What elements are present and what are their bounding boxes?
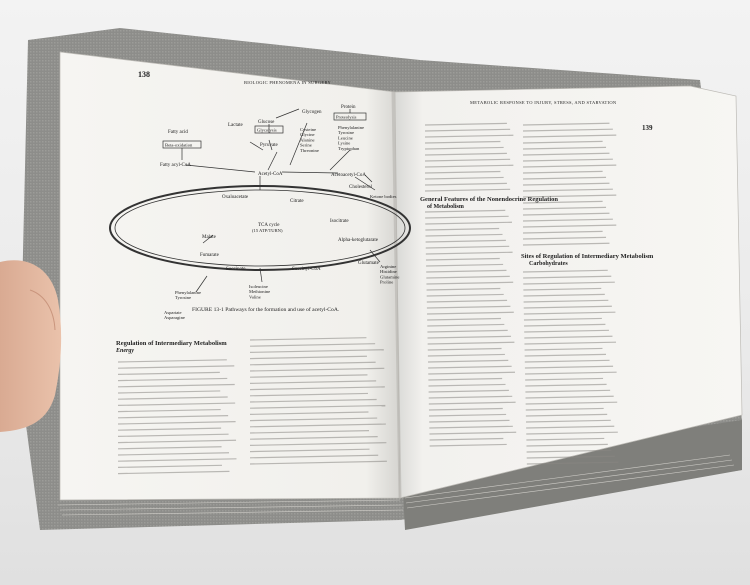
label-phe-tyr-1: Tyrosine bbox=[175, 295, 192, 301]
label-tca-cycle: TCA cycle bbox=[258, 223, 280, 228]
sites-subheading: Carbohydrates bbox=[529, 261, 568, 267]
label-ile-group-0: Isoleucine bbox=[249, 284, 268, 289]
general-features-heading: General Features of the Nonendocrine Regulation bbox=[420, 196, 558, 203]
label-aa-group1-4: Threonine bbox=[300, 147, 319, 153]
label-glu-group-1: Histidine bbox=[380, 269, 397, 275]
label-aa-group1-0: Cysteine bbox=[300, 127, 317, 132]
label-fatty-acid: Fatty acid bbox=[168, 130, 188, 135]
label-malate: Malate bbox=[202, 235, 216, 240]
label-pyruvate: Pyruvate bbox=[260, 143, 278, 148]
label-oxaloacetate: Oxaloacetate bbox=[222, 195, 249, 200]
label-aa-group1-3: Serine bbox=[300, 142, 312, 148]
label-glu-group-3: Proline bbox=[380, 279, 394, 285]
label-cholesterol: Cholesterol bbox=[349, 185, 373, 190]
label-aa-group1-2: Alanine bbox=[300, 137, 315, 143]
label-succinyl-coa: Succinyl-CoA bbox=[292, 267, 321, 272]
label-succinate: Succinate bbox=[226, 267, 246, 272]
label-tca-sub: (15 ATP/TURN) bbox=[252, 228, 283, 233]
label-fumarate: Fumarate bbox=[200, 253, 219, 258]
label-aa-group2-3: Lysine bbox=[338, 140, 351, 146]
label-aa-group2-1: Tyrosine bbox=[338, 130, 355, 136]
label-proteolysis: Proteolysis bbox=[336, 114, 357, 120]
label-aa-group2-0: Phenylalanine bbox=[338, 125, 365, 130]
label-protein: Protein bbox=[341, 105, 356, 110]
label-aa-group2-4: Tryptophan bbox=[338, 145, 360, 151]
label-ile-group-2: Valine bbox=[249, 294, 261, 300]
label-glu-group-2: Glutamine bbox=[380, 274, 400, 280]
label-lactate: Lactate bbox=[228, 123, 243, 128]
label-ketone-bodies: Ketone bodies bbox=[370, 194, 397, 199]
label-asp-group-1: Asparagine bbox=[164, 315, 185, 321]
label-fatty-acyl-coa: Fatty acyl-CoA bbox=[160, 163, 191, 168]
label-phe-tyr-0: Phenylalanine bbox=[175, 290, 202, 295]
label-asp-group-0: Aspartate bbox=[164, 310, 182, 315]
label-citrate: Citrate bbox=[290, 199, 304, 204]
right-running-head: METABOLIC RESPONSE TO INJURY, STRESS, AND STARVATION bbox=[470, 100, 617, 105]
figure-caption: FIGURE 13-1 Pathways for the formation and use of acetyl-CoA. bbox=[192, 307, 340, 313]
label-alpha-kg: Alpha-ketoglutarate bbox=[338, 238, 378, 243]
label-ile-group-1: Methionine bbox=[249, 289, 271, 295]
label-acetoacetyl-coa: Acetoacetyl-CoA bbox=[331, 173, 366, 178]
left-running-head: BIOLOGIC PHENOMENA IN SURGERY bbox=[244, 80, 332, 85]
label-aa-group1-1: Glycine bbox=[300, 132, 315, 138]
right-page-number: 139 bbox=[642, 124, 653, 132]
label-aa-group2-2: Leucine bbox=[338, 135, 353, 141]
label-glucose: Glucose bbox=[258, 120, 275, 125]
label-beta-oxidation: Beta-oxidation bbox=[165, 142, 193, 148]
regulation-subheading: Energy bbox=[116, 348, 134, 354]
sites-heading: Sites of Regulation of Intermediary Metabolism bbox=[521, 253, 654, 260]
label-glycogen: Glycogen bbox=[302, 110, 322, 115]
regulation-heading: Regulation of Intermediary Metabolism bbox=[116, 340, 227, 347]
label-glycolysis: Glycolysis bbox=[257, 127, 277, 133]
label-glu-group-0: Arginine bbox=[380, 264, 397, 269]
label-glutamate: Glutamate bbox=[358, 261, 379, 266]
label-isocitrate: Isocitrate bbox=[330, 219, 349, 224]
left-page-number: 138 bbox=[138, 70, 150, 79]
general-features-subheading: of Metabolism bbox=[427, 204, 464, 210]
label-acetyl-coa: Acetyl-CoA bbox=[258, 172, 283, 177]
